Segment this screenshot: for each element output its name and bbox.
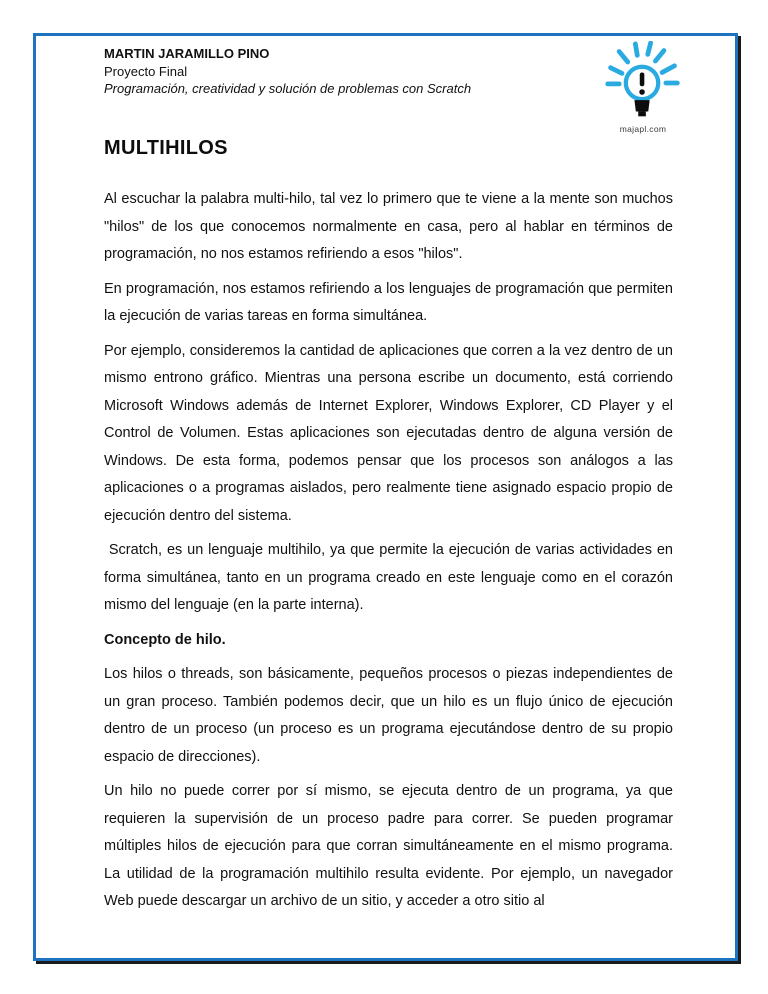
paragraph-2: En programación, nos estamos refiriendo a los lenguajes de programación que permiten la ejecución de varias tareas en forma simultánea. [104,280,673,324]
logo-caption: majapl.com [619,124,667,134]
document-body [104,186,673,916]
project-subtitle: Proyecto Final [104,63,188,79]
header-text-block [104,45,673,98]
paragraph-6: Un hilo no puede correr por sí mismo, se ejecuta dentro de un programa, ya que requieren la supervisión de un proceso padre para correr. Se pueden programar múltiples hilos de ejecución para que corran simultáneamente en el mismo programa. La utilidad de la programación multihilo resulta evidente. Por ejemplo, un navegador Web puede descargar un archivo de un sitio, y acceder a otro sitio al [104,783,673,909]
paragraph-3: Por ejemplo, consideremos la cantidad de aplicaciones que corren a la vez dentro de un mismo entrono gráfico. Mientras una persona escribe un documento, está corriendo Microsoft Windows además de Internet Explorer, Windows Explorer, CD Player y el Control de Volumen. Estas aplicaciones son ejecutadas dentro de alguna versión de Windows. De esta forma, podemos pensar que los procesos son análogos a las aplicaciones o a programas aislados, pero realmente tiene asignado espacio propio de ejecución dentro del sistema. [104,342,673,524]
section-heading-concepto-de-hilo: Concepto de hilo. [104,631,226,648]
document-page [33,33,738,961]
course-title: Programación, creatividad y solución de problemas con Scratch [104,81,472,96]
paragraph-1: Al escuchar la palabra multi-hilo, tal vez lo primero que te viene a la mente son muchos "hilos" de los que conocemos normalmente en casa, pero al hablar en términos de programación, no nos estamos refiriendo a esos "hilos". [104,191,673,262]
page-title: MULTIHILOS [104,137,228,159]
document-content [36,36,735,916]
lightbulb-icon [595,41,691,123]
document-header [104,45,673,134]
paragraph-4: Scratch, es un lenguaje multihilo, ya que permite la ejecución de varias actividades en forma simultánea, tanto en un programa creado en este lenguaje como en el corazón mismo del lenguaje (en la parte interna). [104,542,673,613]
paragraph-5: Los hilos o threads, son básicamente, pequeños procesos o piezas independientes de un gran proceso. También podemos decir, que un hilo es un flujo único de ejecución dentro de un proceso (un proceso es un programa ejecutándose dentro de su propio espacio de direcciones). [104,666,673,765]
logo [591,41,695,134]
author-name: MARTIN JARAMILLO PINO [104,46,270,61]
